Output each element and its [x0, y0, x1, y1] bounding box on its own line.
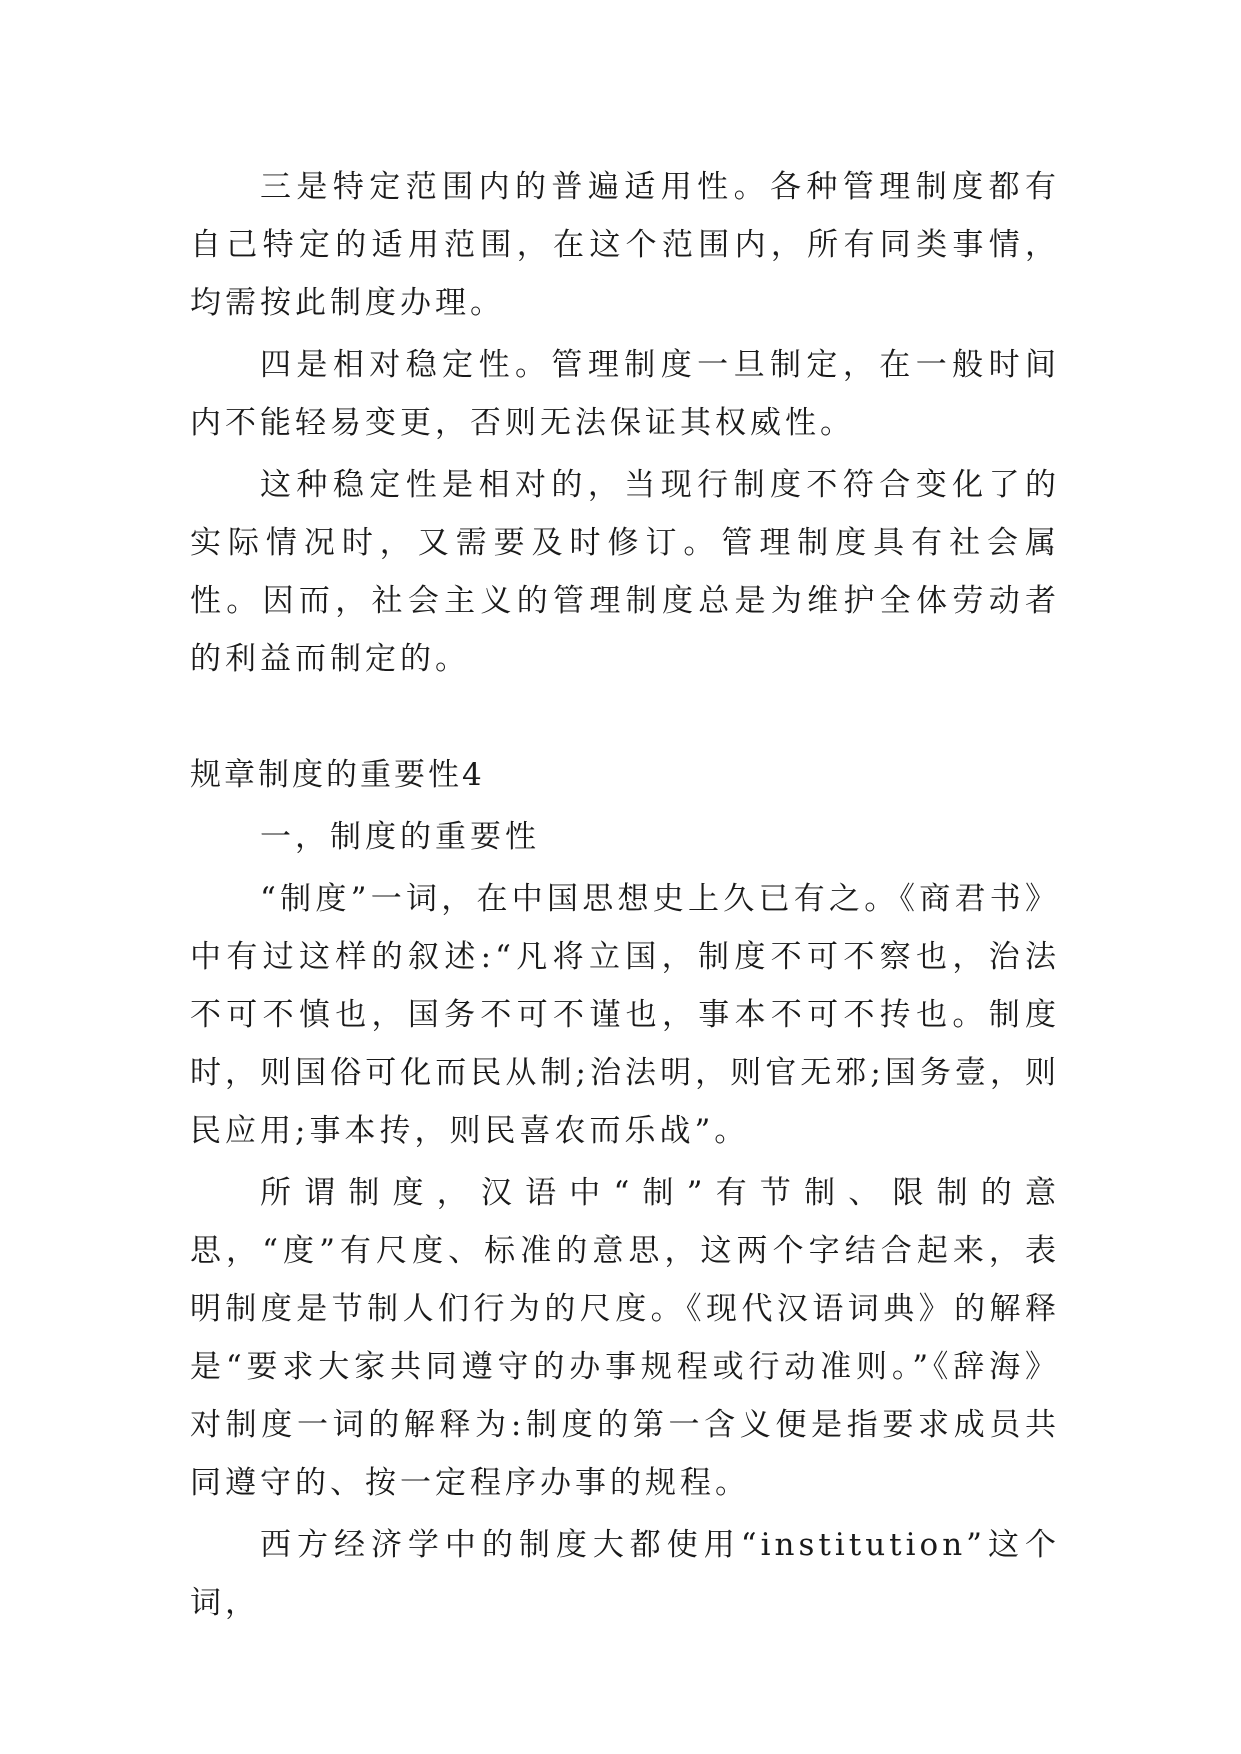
- paragraph-stability: 四是相对稳定性。管理制度一旦制定，在一般时间内不能轻易变更，否则无法保证其权威性。: [190, 347, 1060, 441]
- section-title: 规章制度的重要性4: [190, 757, 485, 793]
- paragraph-scope: 三是特定范围内的普遍适用性。各种管理制度都有自己特定的适用范围，在这个范围内，所有同类事情，均需按此制度办理。: [190, 169, 1060, 321]
- paragraph-western-economics: 西方经济学中的制度大都使用“institution”这个词，: [190, 1527, 1060, 1621]
- section-gap: [190, 688, 1060, 746]
- document-body: [190, 158, 1060, 1632]
- subheading: 一，制度的重要性: [260, 819, 540, 855]
- paragraph-relative-stability: 这种稳定性是相对的，当现行制度不符合变化了的实际情况时，又需要及时修订。管理制度具有社会属性。因而，社会主义的管理制度总是为维护全体劳动者的利益而制定的。: [190, 467, 1060, 677]
- paragraph-shangjunshu: “制度”一词，在中国思想史上久已有之。《商君书》中有过这样的叙述:“凡将立国，制度不可不察也，治法不可不慎也，国务不可不谨也，事本不可不抟也。制度时，则国俗可化而民从制;治法明，则官无邪;国务壹，则民应用;事本抟，则民喜农而乐战”。: [190, 881, 1060, 1149]
- paragraph-definition: 所谓制度，汉语中“制”有节制、限制的意思，“度”有尺度、标准的意思，这两个字结合起来，表明制度是节制人们行为的尺度。《现代汉语词典》的解释是“要求大家共同遵守的办事规程或行动准则。”《辞海》对制度一词的解释为:制度的第一含义便是指要求成员共同遵守的、按一定程序办事的规程。: [190, 1175, 1060, 1501]
